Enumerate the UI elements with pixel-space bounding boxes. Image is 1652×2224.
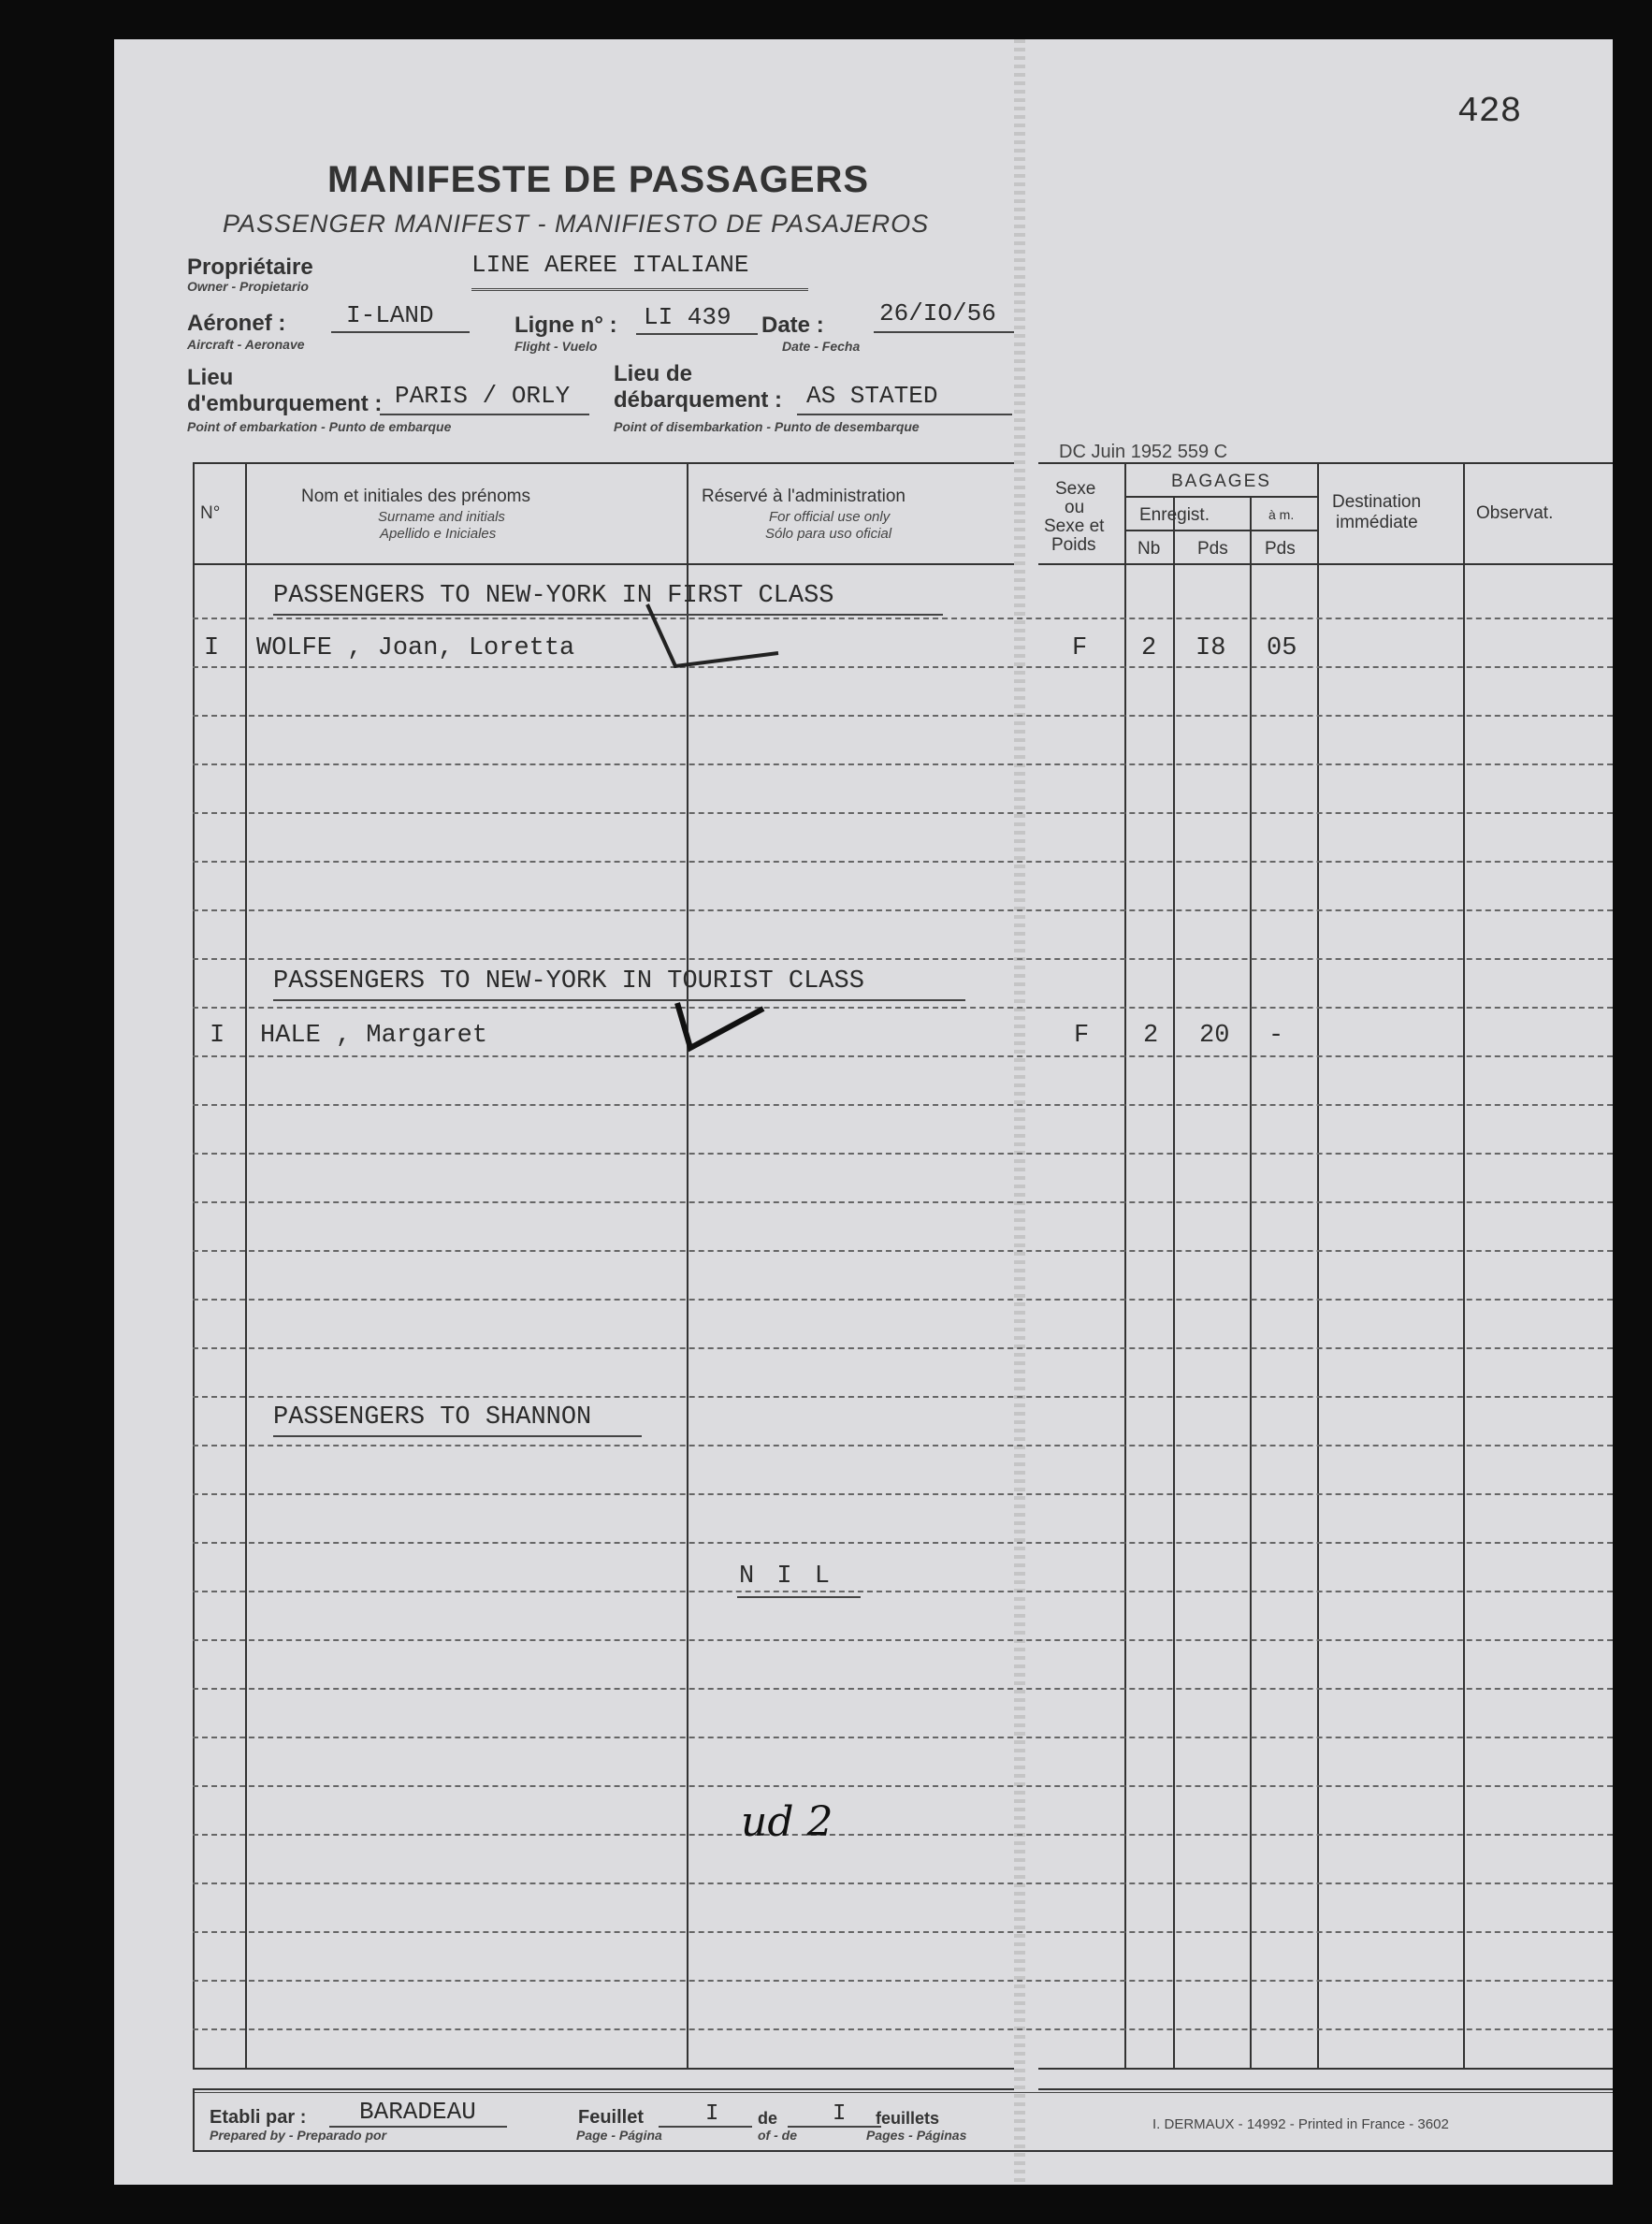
nil-underline xyxy=(737,1596,861,1598)
col-no: N° xyxy=(200,503,221,523)
aircraft-underline xyxy=(331,331,470,333)
row-rule xyxy=(193,1785,1613,1787)
row-rule xyxy=(193,909,1613,911)
of-value: I xyxy=(833,2101,847,2127)
embark-sublabel: Point of embarkation - Punto de embarque xyxy=(187,419,452,434)
baggage-count: 2 xyxy=(1141,634,1157,662)
col-pds-2: Pds xyxy=(1265,539,1296,559)
disembark-value: AS STATED xyxy=(806,382,938,410)
row-rule xyxy=(193,1153,1613,1155)
row-rule xyxy=(193,1396,1613,1398)
col-registered: Enregist. xyxy=(1139,505,1210,525)
col-line-4 xyxy=(1124,462,1126,2068)
flight-value: LI 439 xyxy=(644,303,732,331)
disembark-sublabel: Point of disembarkation - Punto de desembarque xyxy=(614,419,920,434)
row-rule xyxy=(193,1980,1613,1982)
page-number: 428 xyxy=(1457,92,1522,132)
row-rule xyxy=(193,666,1613,668)
col-line-8 xyxy=(1463,462,1465,2068)
passenger-name: WOLFE , Joan, Loretta xyxy=(256,634,575,662)
baggage-weight: I8 xyxy=(1196,634,1226,662)
embark-value: PARIS / ORLY xyxy=(395,382,571,410)
col-line-3 xyxy=(687,462,688,2068)
hand-baggage-weight: - xyxy=(1268,1022,1284,1050)
owner-sublabel: Owner - Propietario xyxy=(187,279,309,294)
col-name-3: Apellido e Iniciales xyxy=(380,526,497,542)
date-value: 26/IO/56 xyxy=(879,299,996,327)
col-hand: à m. xyxy=(1268,507,1295,522)
col-destination-1: Destination xyxy=(1332,492,1422,512)
col-observations: Observat. xyxy=(1476,503,1554,523)
table-bottom-left xyxy=(193,2068,1014,2070)
footer-bottom xyxy=(193,2150,1613,2152)
passenger-no: I xyxy=(210,1022,225,1050)
col-line-1 xyxy=(193,462,195,2068)
row-rule xyxy=(193,1493,1613,1495)
section-heading-underline xyxy=(273,1435,642,1437)
row-rule xyxy=(193,1639,1613,1641)
prepared-sublabel: Prepared by - Preparado por xyxy=(210,2128,387,2143)
col-name-2: Surname and initials xyxy=(378,509,505,525)
row-rule xyxy=(193,1882,1613,1884)
col-sex-3: Sexe et xyxy=(1044,516,1105,536)
section-heading-first-class: PASSENGERS TO NEW-YORK IN FIRST CLASS xyxy=(273,582,834,610)
col-destination-2: immédiate xyxy=(1336,513,1418,532)
row-rule xyxy=(193,958,1613,960)
nil-note: N I L xyxy=(739,1563,834,1591)
manifest-sheet xyxy=(114,39,1613,2185)
aircraft-label: Aéronef : xyxy=(187,311,286,336)
page-underline xyxy=(659,2126,752,2128)
passenger-sex: F xyxy=(1072,634,1088,662)
date-sublabel: Date - Fecha xyxy=(782,339,861,354)
footer-top-right xyxy=(1038,2088,1613,2090)
of-sublabel: of - de xyxy=(758,2128,797,2143)
prepared-label: Etabli par : xyxy=(210,2107,307,2128)
row-rule xyxy=(193,1250,1613,1252)
col-name-1: Nom et initiales des prénoms xyxy=(301,487,530,506)
disembark-label-1: Lieu de xyxy=(614,361,693,386)
row-rule xyxy=(193,1591,1613,1592)
fold-crease xyxy=(1014,39,1025,2185)
row-rule xyxy=(193,1542,1613,1544)
owner-label: Propriétaire xyxy=(187,254,313,280)
pages-sublabel: Pages - Páginas xyxy=(866,2128,967,2143)
table-bottom-right xyxy=(1038,2068,1613,2070)
baggage-weight: 20 xyxy=(1199,1022,1230,1050)
of-label: de xyxy=(758,2109,778,2128)
check-mark xyxy=(638,591,788,676)
owner-value: LINE AEREE ITALIANE xyxy=(471,251,749,279)
row-rule xyxy=(193,1347,1613,1349)
row-rule xyxy=(193,715,1613,717)
passenger-no: I xyxy=(204,634,220,662)
section-heading-underline xyxy=(273,614,943,616)
col-line-6 xyxy=(1250,496,1252,2068)
flight-label: Ligne n° : xyxy=(514,313,617,338)
row-rule xyxy=(193,2028,1613,2030)
aircraft-value: I-LAND xyxy=(346,301,434,329)
row-rule xyxy=(193,763,1613,765)
disembark-underline xyxy=(797,414,1012,415)
form-title: MANIFESTE DE PASSAGERS xyxy=(327,159,870,200)
flight-sublabel: Flight - Vuelo xyxy=(514,339,598,354)
row-rule xyxy=(193,861,1613,863)
pages-label: feuillets xyxy=(876,2109,940,2128)
baggage-count: 2 xyxy=(1143,1022,1159,1050)
col-line-5 xyxy=(1173,496,1175,2068)
embark-label-2: d'emburquement : xyxy=(187,391,383,416)
embark-underline xyxy=(380,414,589,415)
section-heading-tourist-class: PASSENGERS TO NEW-YORK IN TOURIST CLASS xyxy=(273,967,864,996)
printer-imprint: I. DERMAUX - 14992 - Printed in France - 3602 xyxy=(1152,2116,1449,2132)
date-underline xyxy=(874,331,1014,333)
col-line-7 xyxy=(1317,462,1319,2068)
aircraft-sublabel: Aircraft - Aeronave xyxy=(187,337,305,352)
col-official-2: For official use only xyxy=(769,509,891,525)
flight-underline xyxy=(636,333,758,335)
passenger-name: HALE , Margaret xyxy=(260,1022,488,1050)
baggage-split-line xyxy=(1124,496,1317,498)
col-baggage: BAGAGES xyxy=(1171,472,1271,491)
row-rule xyxy=(193,1104,1613,1106)
col-sex-1: Sexe xyxy=(1055,479,1096,499)
table-header-bottom-left xyxy=(193,563,1014,565)
page-value: I xyxy=(705,2101,719,2127)
embark-label-1: Lieu xyxy=(187,365,234,390)
row-rule xyxy=(193,1737,1613,1738)
row-rule xyxy=(193,1445,1613,1446)
row-rule xyxy=(193,1931,1613,1933)
prepared-underline xyxy=(329,2126,507,2128)
check-mark xyxy=(670,986,773,1061)
page-label: Feuillet xyxy=(578,2107,645,2128)
page-sublabel: Page - Página xyxy=(576,2128,662,2143)
col-pds-1: Pds xyxy=(1197,539,1228,559)
form-subtitle: PASSENGER MANIFEST - MANIFIESTO DE PASAJEROS xyxy=(223,210,930,238)
col-line-2 xyxy=(245,462,247,2068)
row-rule xyxy=(193,1688,1613,1690)
owner-underline xyxy=(471,288,808,291)
hand-baggage-weight: 05 xyxy=(1267,634,1297,662)
row-rule xyxy=(193,1299,1613,1301)
table-top-left xyxy=(193,462,1014,464)
row-rule xyxy=(193,812,1613,814)
row-rule xyxy=(193,1201,1613,1203)
col-nb: Nb xyxy=(1138,539,1161,559)
col-official-1: Réservé à l'administration xyxy=(702,487,906,506)
row-rule xyxy=(193,1834,1613,1836)
passenger-sex: F xyxy=(1074,1022,1090,1050)
footer-top-left xyxy=(193,2088,1014,2090)
col-official-3: Sólo para uso oficial xyxy=(765,526,892,542)
section-heading-shannon: PASSENGERS TO SHANNON xyxy=(273,1403,592,1432)
prepared-value: BARADEAU xyxy=(359,2098,476,2126)
section-heading-underline xyxy=(273,999,965,1001)
row-rule xyxy=(193,618,1613,619)
row-rule xyxy=(193,1007,1613,1009)
col-sex-2: ou xyxy=(1065,498,1085,517)
baggage-sub-split-line xyxy=(1124,530,1317,531)
date-label: Date : xyxy=(761,313,824,338)
footer-left-edge xyxy=(193,2088,195,2150)
col-sex-4: Poids xyxy=(1051,535,1096,555)
disembark-label-2: débarquement : xyxy=(614,387,783,413)
footer-top-double xyxy=(193,2092,1613,2093)
row-rule xyxy=(193,1055,1613,1057)
handwritten-note: ud 2 xyxy=(741,1798,833,1846)
form-code: DC Juin 1952 559 C xyxy=(1059,442,1228,462)
